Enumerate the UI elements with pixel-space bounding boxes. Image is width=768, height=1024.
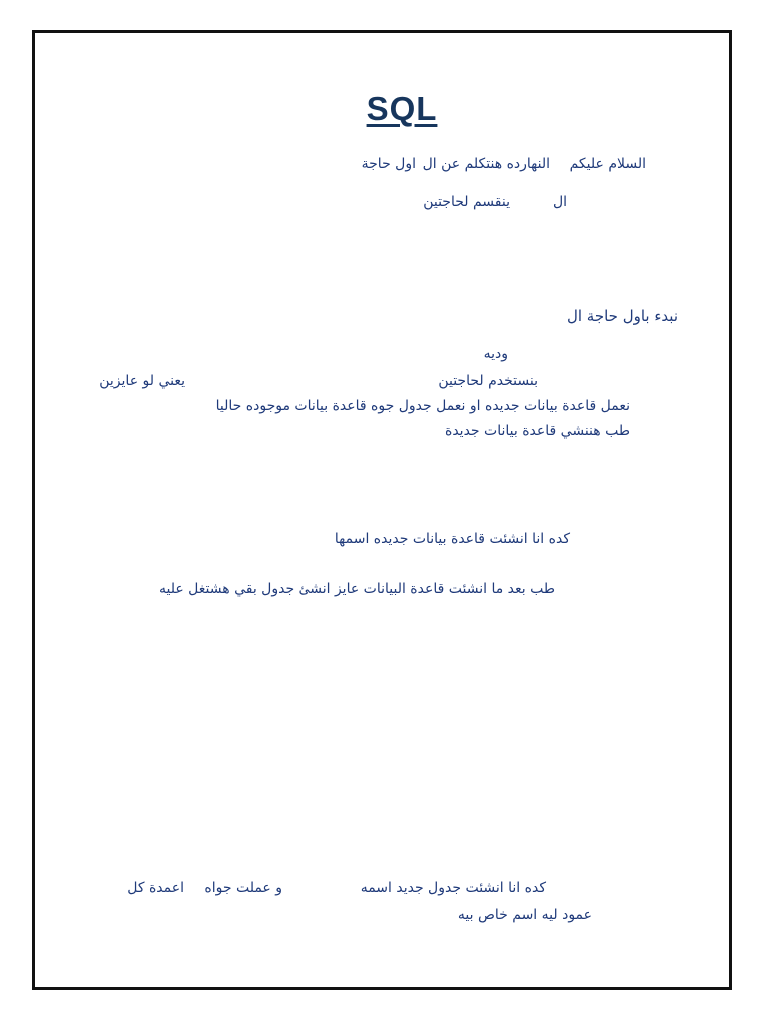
section3-line2: عمود ليه اسم خاص بيه	[457, 907, 592, 923]
page-border	[32, 30, 732, 990]
section3-created-table-text: كده انا انشئت جدول جديد اسمه	[360, 880, 546, 896]
document-title: SQL	[366, 90, 438, 127]
section1-uses-text: بنستخدم لحاجتين	[438, 373, 538, 389]
split-label-text: ال	[552, 194, 567, 210]
section1-heading: نبدء باول حاجة ال	[566, 307, 678, 325]
section3-inside-text: و عملت جواه	[204, 880, 282, 896]
greeting-text: السلام عليكم	[569, 156, 646, 172]
section2-line1: كده انا انشئت قاعدة بيانات جديده اسمها	[334, 531, 570, 547]
section3-columns-text: اعمدة كل	[127, 880, 184, 896]
split-two-text: ينقسم لحاجتين	[423, 194, 510, 210]
section1-line4: طب هننشي قاعدة بيانات جديدة	[445, 423, 630, 439]
section2-line2: طب بعد ما انشئت قاعدة البيانات عايز انشئ جدول بقي هشتغل عليه	[159, 581, 555, 597]
section1-meaning-text: يعني لو عايزين	[99, 373, 185, 389]
section1-line3: نعمل قاعدة بيانات جديده او نعمل جدول جوه قاعدة بيانات موجوده حاليا	[215, 398, 630, 414]
section1-line1: وديه	[483, 346, 508, 362]
topic-intro-text: النهارده هنتكلم عن ال	[422, 156, 550, 172]
first-thing-text: اول حاجة	[361, 156, 416, 172]
